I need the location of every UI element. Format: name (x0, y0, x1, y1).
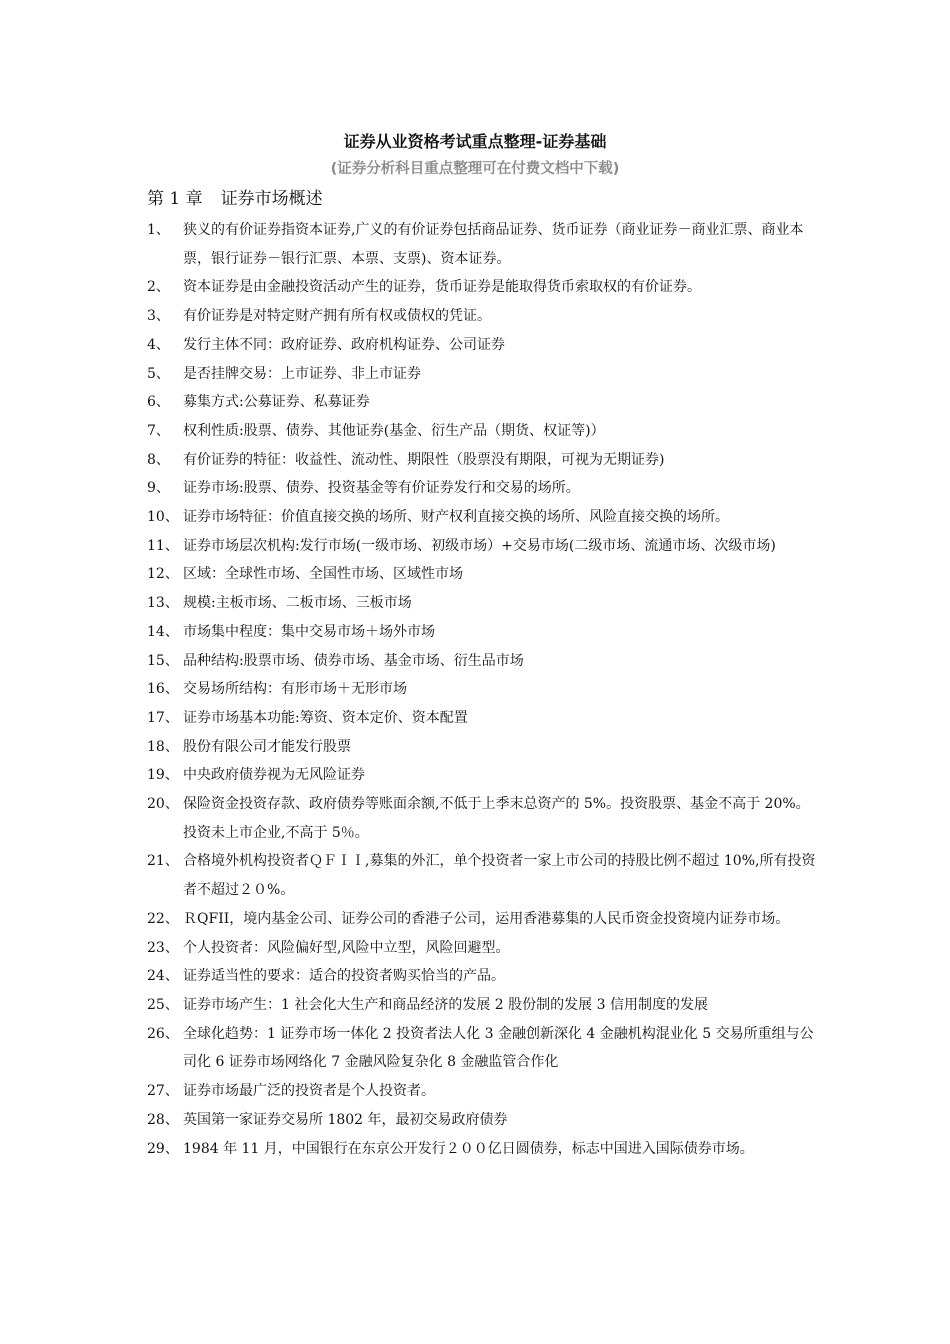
item-text: 证券适当性的要求：适合的投资者购买恰当的产品。 (183, 968, 505, 985)
item-number: 9、 (147, 480, 170, 497)
list-item (147, 790, 817, 847)
list-item (147, 991, 817, 1020)
item-number: 3、 (147, 308, 170, 325)
list-item (147, 934, 817, 963)
item-number: 13、 (147, 595, 179, 612)
item-text: 区域：全球性市场、全国性市场、区域性市场 (183, 566, 463, 583)
item-list (147, 216, 817, 1163)
item-text: 中央政府债券视为无风险证券 (183, 767, 365, 784)
item-text: 交易场所结构：有形市场＋无形市场 (183, 681, 407, 698)
list-item (147, 618, 817, 647)
item-text: 证券市场层次机构:发行市场(一级市场、初级市场）+交易市场(二级市场、流通市场、次级市场) (183, 537, 776, 554)
list-item (147, 1135, 817, 1164)
item-text: 品种结构:股票市场、债券市场、基金市场、衍生品市场 (183, 652, 524, 669)
item-number: 29、 (147, 1140, 179, 1157)
item-number: 25、 (147, 996, 179, 1013)
item-number: 16、 (147, 681, 179, 698)
item-number: 4、 (147, 336, 170, 353)
item-text: 有价证券是对特定财产拥有所有权或债权的凭证。 (183, 308, 491, 325)
item-text: 证券市场:股票、债券、投资基金等有价证券发行和交易的场所。 (183, 480, 580, 497)
item-text: 证券市场最广泛的投资者是个人投资者。 (183, 1083, 435, 1100)
item-text: 狭义的有价证券指资本证券,广义的有价证券包括商品证券、货币证券（商业证券－商业汇票、商业本票，银行证券－银行汇票、本票、支票)、资本证券。 (183, 222, 804, 267)
list-item (147, 216, 817, 273)
item-number: 2、 (147, 279, 170, 296)
list-item (147, 560, 817, 589)
item-number: 11、 (147, 537, 179, 554)
item-number: 17、 (147, 709, 179, 726)
item-text: 合格境外机构投资者ＱＦＩＩ,募集的外汇，单个投资者一家上市公司的持股比例不超过 10%,所有投资者不超过２０%。 (183, 853, 816, 899)
list-item (147, 962, 817, 991)
item-number: 26、 (147, 1025, 179, 1042)
item-number: 12、 (147, 566, 179, 583)
list-item (147, 704, 817, 733)
list-item (147, 388, 817, 417)
item-text: 1984 年 11 月，中国银行在东京公开发行２００亿日圆债券，标志中国进入国际债券市场。 (183, 1140, 754, 1157)
item-text: 全球化趋势：1 证券市场一体化 2 投资者法人化 3 金融创新深化 4 金融机构混业化 5 交易所重组与公司化 6 证券市场网络化 7 金融风险复杂化 8 金融监管合作化 (183, 1025, 814, 1071)
item-text: 股份有限公司才能发行股票 (183, 738, 351, 755)
list-item (147, 1077, 817, 1106)
chapter-name: 证券市场概述 (220, 189, 323, 209)
item-text: 市场集中程度：集中交易市场＋场外市场 (183, 623, 435, 640)
item-number: 14、 (147, 623, 179, 640)
list-item (147, 417, 817, 446)
list-item (147, 589, 817, 618)
item-text: 规模:主板市场、二板市场、三板市场 (183, 595, 412, 612)
item-text: 募集方式:公募证券、私募证券 (183, 394, 370, 411)
item-text: 有价证券的特征：收益性、流动性、期限性（股票没有期限，可视为无期证券) (183, 451, 665, 468)
item-text: 证券市场特征：价值直接交换的场所、财产权利直接交换的场所、风险直接交换的场所。 (183, 509, 729, 526)
item-number: 28、 (147, 1111, 179, 1128)
item-text: 证券市场基本功能:筹资、资本定价、资本配置 (183, 709, 468, 726)
item-number: 8、 (147, 451, 170, 468)
item-number: 27、 (147, 1083, 179, 1100)
list-item (147, 675, 817, 704)
document-title: 证券从业资格考试重点整理-证券基础 (343, 132, 607, 151)
item-number: 6、 (147, 394, 170, 411)
list-item (147, 273, 817, 302)
list-item (147, 446, 817, 475)
list-item (147, 360, 817, 389)
item-text: 资本证券是由金融投资活动产生的证券，货币证券是能取得货币索取权的有价证券。 (183, 279, 701, 296)
list-item (147, 733, 817, 762)
list-item (147, 647, 817, 676)
list-item (147, 302, 817, 331)
list-item (147, 474, 817, 503)
item-number: 1、 (147, 222, 170, 238)
list-item (147, 847, 817, 904)
item-text: 是否挂牌交易：上市证券、非上市证券 (183, 365, 421, 382)
item-number: 18、 (147, 738, 179, 755)
list-item (147, 761, 817, 790)
item-text: 个人投资者：风险偏好型,风险中立型，风险回避型。 (183, 939, 510, 956)
item-number: 22、 (147, 910, 179, 927)
chapter-label: 第 1 章 (147, 189, 203, 209)
chapter-heading (147, 186, 323, 212)
item-number: 7、 (147, 422, 170, 439)
item-number: 23、 (147, 939, 179, 956)
item-number: 15、 (147, 652, 179, 669)
item-text: 英国第一家证券交易所 1802 年，最初交易政府债券 (183, 1111, 508, 1128)
item-text: 发行主体不同：政府证券、政府机构证券、公司证券 (183, 336, 505, 353)
document-subtitle: (证券分析科目重点整理可在付费文档中下载) (330, 161, 620, 177)
list-item (147, 331, 817, 360)
list-item (147, 532, 817, 561)
item-number: 10、 (147, 509, 179, 526)
list-item (147, 905, 817, 934)
item-text: 保险资金投资存款、政府债券等账面余额,不低于上季末总资产的 5%。投资股票、基金不高于 20%。投资未上市企业,不高于 5％。 (183, 796, 810, 841)
item-number: 21、 (147, 853, 179, 870)
item-text: 权利性质:股票、债券、其他证券(基金、衍生产品（期货、权证等)） (183, 422, 605, 439)
item-number: 20、 (147, 796, 179, 813)
item-text: ＲQFII，境内基金公司、证券公司的香港子公司，运用香港募集的人民币资金投资境内证券市场。 (183, 910, 790, 927)
item-number: 19、 (147, 767, 179, 784)
list-item (147, 1106, 817, 1135)
list-item (147, 503, 817, 532)
item-text: 证券市场产生：1 社会化大生产和商品经济的发展 2 股份制的发展 3 信用制度的发展 (183, 996, 708, 1013)
item-number: 5、 (147, 365, 170, 382)
item-number: 24、 (147, 968, 179, 985)
list-item (147, 1020, 817, 1077)
